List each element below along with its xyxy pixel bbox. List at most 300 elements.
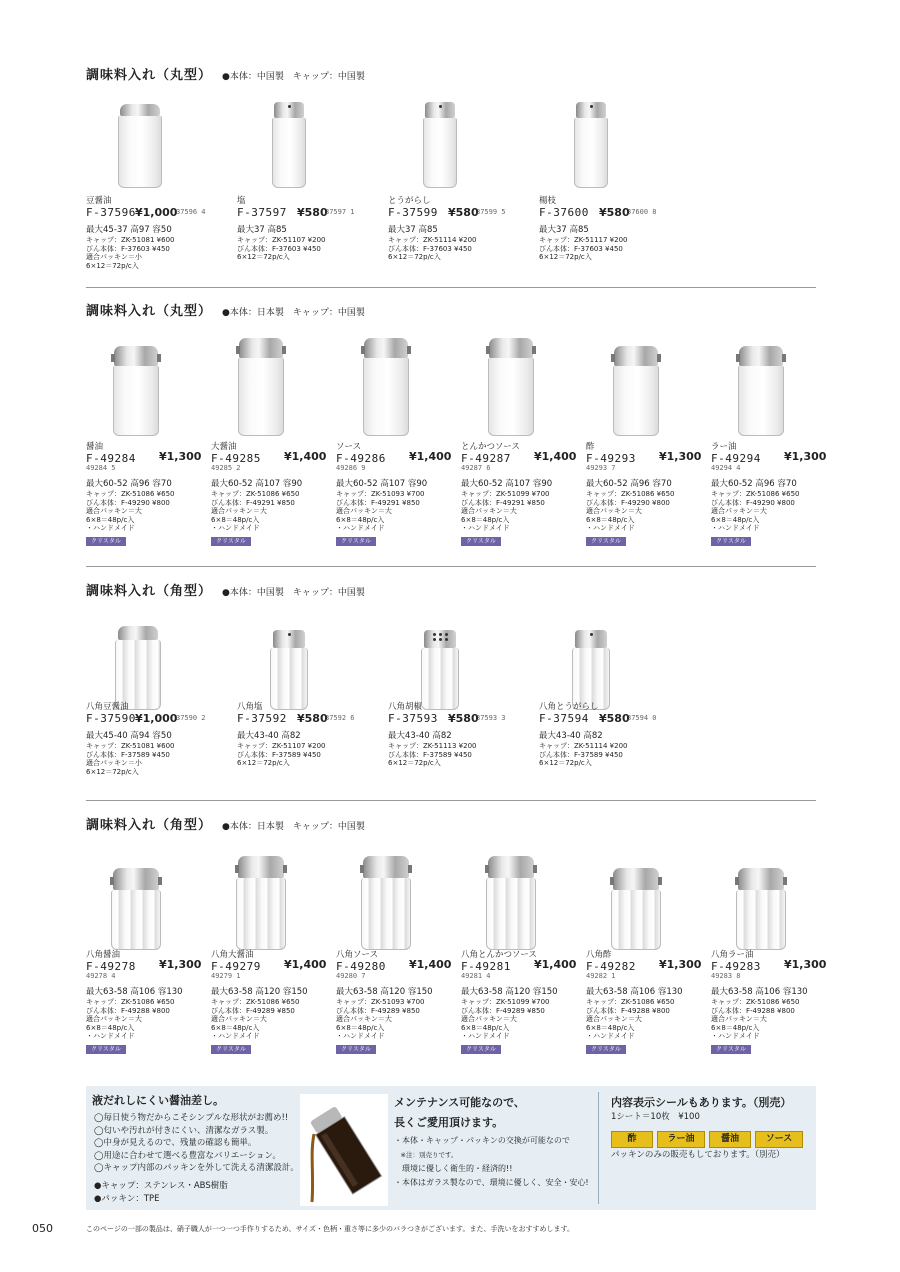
glass-body [611, 890, 661, 950]
glass-body [361, 878, 411, 950]
cap-lug-left [486, 346, 490, 354]
detail-line: びん本体：F-49289 ¥850 [336, 1006, 420, 1015]
cap-lug-right [782, 354, 786, 362]
detail-line: 6×8＝48p/c入 [711, 1023, 760, 1032]
product-spec: 最大37 高85 [539, 225, 589, 235]
product-name: 醤油 [86, 442, 104, 452]
glass-body [236, 878, 286, 950]
shaker-hole [439, 633, 442, 636]
product-name: 豆醤油 [86, 196, 112, 206]
section-origin-note: ●本体：中国製 キャップ：中国製 [222, 72, 365, 82]
bottle-cap [614, 346, 658, 366]
detail-line: キャップ：ZK-51093 ¥700 [336, 998, 425, 1006]
product-jan: 49279 1 [211, 972, 241, 980]
cap-lug-left [110, 877, 114, 885]
product-code: F-49282 [586, 960, 636, 973]
label-sticker: ラー油 [657, 1131, 705, 1148]
crystal-badge: クリスタル [586, 537, 626, 546]
detail-line: ・ハンドメイド [211, 1032, 260, 1040]
product-card [211, 814, 333, 1074]
product-details [336, 490, 424, 533]
bottle-cap [118, 626, 158, 640]
product-name: 大醤油 [211, 442, 237, 452]
product-spec: 最大63-58 高120 容150 [211, 987, 308, 997]
product-section [86, 64, 816, 287]
crystal-badge: クリスタル [336, 1045, 376, 1054]
feature-line: ◯中身が見えるので、残量の確認も簡単。 [94, 1138, 257, 1148]
detail-line: 適合パッキン＝小 [86, 759, 142, 767]
detail-line: びん本体：F-49288 ¥800 [711, 1006, 795, 1015]
pouring-bottle-photo [300, 1094, 388, 1206]
promo-divider [598, 1092, 599, 1204]
detail-line: キャップ：ZK-51107 ¥200 [237, 742, 326, 750]
cap-lug-right [407, 346, 411, 354]
cap-lug-left [236, 346, 240, 354]
product-name: 酢 [586, 442, 595, 452]
detail-line: 適合パッキン＝大 [211, 507, 267, 515]
product-jan: 37596 4 [176, 208, 206, 216]
cap-lug-right [157, 354, 161, 362]
bottle-photo [118, 104, 162, 188]
glass-body [488, 358, 534, 436]
product-price: ¥580 [599, 206, 630, 219]
bottle-photo [572, 630, 610, 710]
product-spec: 最大43-40 高82 [539, 731, 603, 741]
detail-line: 6×12＝72p/c入 [237, 759, 290, 767]
crystal-badge: クリスタル [86, 537, 126, 546]
bottle-cap [120, 104, 160, 116]
cap-lug-right [532, 346, 536, 354]
detail-line: びん本体：F-37603 ¥450 [388, 244, 472, 253]
bottle-photo [611, 868, 661, 950]
detail-line: びん本体：F-37603 ¥450 [86, 244, 170, 253]
detail-line: 6×8＝48p/c入 [461, 515, 510, 524]
glass-body [113, 366, 159, 436]
promo-mid-title1: メンテナンス可能なので、 [394, 1096, 525, 1109]
product-price: ¥1,400 [409, 958, 452, 971]
promo-right-note: パッキンのみの販売もしております。（別売） [611, 1150, 785, 1160]
bottle-photo [736, 868, 786, 950]
product-price: ¥1,400 [284, 450, 327, 463]
promo-left-title: 液だれしにくい醤油差し。 [92, 1094, 224, 1107]
product-code: F-49280 [336, 960, 386, 973]
cap-lug-left [610, 877, 614, 885]
bottle-cap [738, 868, 784, 890]
product-spec: 最大63-58 高120 容150 [336, 987, 433, 997]
product-card [539, 64, 661, 324]
glass-body [270, 648, 308, 710]
cap-lug-right [408, 865, 412, 873]
cap-lug-right [533, 865, 537, 873]
feature-line: ◯用途に合わせて選べる豊富なバリエーション。 [94, 1150, 281, 1161]
product-card [237, 64, 359, 324]
product-price: ¥1,400 [409, 450, 452, 463]
detail-line: キャップ：ZK-51086 ¥650 [86, 998, 175, 1006]
product-name: とうがらし [388, 196, 431, 206]
product-card [86, 64, 208, 324]
product-code: F-37590 [86, 712, 136, 725]
product-code: F-37599 [388, 206, 438, 219]
detail-line: びん本体：F-49290 ¥800 [86, 498, 170, 507]
promo-feature-list [94, 1112, 299, 1175]
detail-line: キャップ：ZK-51086 ¥650 [711, 490, 800, 498]
bottle-cap [238, 856, 284, 878]
label-sticker: 醤油 [709, 1131, 751, 1148]
detail-line: キャップ：ZK-51086 ¥650 [586, 490, 675, 498]
product-details [388, 236, 476, 262]
product-name: 八角とんかつソース [461, 950, 537, 960]
label-sticker: 酢 [611, 1131, 653, 1148]
product-jan: 49285 2 [211, 464, 241, 472]
product-card [711, 300, 833, 560]
bottle-photo [361, 856, 411, 950]
detail-line: 適合パッキン＝大 [586, 1015, 642, 1023]
glass-body [363, 358, 409, 436]
product-spec: 最大45-37 高97 容50 [86, 225, 172, 235]
product-jan: 37597 1 [325, 208, 355, 216]
bottle-photo [613, 346, 659, 436]
detail-line: びん本体：F-49291 ¥850 [336, 498, 420, 507]
glass-body [613, 366, 659, 436]
detail-line: 適合パッキン＝大 [336, 507, 392, 515]
detail-line: キャップ：ZK-51099 ¥700 [461, 490, 550, 498]
bottle-photo [238, 338, 284, 436]
product-jan: 49282 1 [586, 972, 616, 980]
product-spec: 最大63-58 高106 容130 [711, 987, 808, 997]
detail-line: 適合パッキン＝大 [711, 507, 767, 515]
detail-line: 6×8＝48p/c入 [336, 515, 385, 524]
detail-line: 適合パッキン＝大 [711, 1015, 767, 1023]
product-details [461, 998, 549, 1041]
shaker-hole [445, 638, 448, 641]
cap-lug-left [111, 354, 115, 362]
promo-panel [86, 1086, 816, 1210]
promo-mid-title2: 長くご愛用頂けます。 [394, 1116, 504, 1129]
cap-lug-left [361, 346, 365, 354]
detail-line: 6×12＝72p/c入 [388, 253, 441, 261]
product-price: ¥1,000 [135, 712, 178, 725]
crystal-badge: クリスタル [461, 1045, 501, 1054]
cap-lug-left [611, 354, 615, 362]
product-spec: 最大43-40 高82 [388, 731, 452, 741]
bottle-cap [239, 338, 283, 358]
glass-body [574, 118, 608, 188]
product-code: F-49279 [211, 960, 261, 973]
product-card [586, 814, 708, 1074]
section-divider [86, 287, 816, 288]
page-number: 050 [32, 1222, 53, 1235]
product-name: 八角豆醤油 [86, 702, 129, 712]
shaker-hole [433, 638, 436, 641]
bottle-cap [363, 856, 409, 878]
product-details [211, 998, 299, 1041]
product-spec: 最大43-40 高82 [237, 731, 301, 741]
detail-line: 適合パッキン＝大 [86, 507, 142, 515]
detail-line: 適合パッキン＝小 [86, 253, 142, 261]
product-details [586, 490, 674, 533]
product-jan: 49284 5 [86, 464, 116, 472]
product-section [86, 580, 816, 800]
product-code: F-37600 [539, 206, 589, 219]
product-code: F-37597 [237, 206, 287, 219]
detail-line: ・ハンドメイド [461, 524, 510, 532]
product-code: F-49286 [336, 452, 386, 465]
product-price: ¥580 [599, 712, 630, 725]
glass-body [272, 118, 306, 188]
detail-line: 6×8＝48p/c入 [86, 515, 135, 524]
section-origin-note: ●本体：日本製 キャップ：中国製 [222, 308, 365, 318]
product-jan: 49280 7 [336, 972, 366, 980]
product-price: ¥580 [297, 712, 328, 725]
product-details [539, 236, 627, 262]
glass-body [118, 116, 162, 188]
shaker-hole [590, 633, 593, 636]
product-name: 塩 [237, 196, 246, 206]
product-card [237, 580, 359, 840]
detail-line: 6×8＝48p/c入 [586, 515, 635, 524]
product-spec: 最大60-52 高96 容70 [86, 479, 172, 489]
label-sticker: ソース [755, 1131, 803, 1148]
bottle-cap [489, 338, 533, 358]
product-code: F-49293 [586, 452, 636, 465]
bottle-photo [486, 856, 536, 950]
product-name: ソース [336, 442, 362, 452]
label-sticker-row [611, 1126, 807, 1148]
product-code: F-49284 [86, 452, 136, 465]
detail-line: ・ハンドメイド [211, 524, 260, 532]
crystal-badge: クリスタル [711, 1045, 751, 1054]
shaker-hole [590, 105, 593, 108]
product-code: F-37593 [388, 712, 438, 725]
detail-line: キャップ：ZK-51099 ¥700 [461, 998, 550, 1006]
product-details [711, 490, 799, 533]
cap-lug-right [658, 877, 662, 885]
product-name: 八角酢 [586, 950, 612, 960]
product-name: 八角胡椒 [388, 702, 423, 712]
product-jan: 49287 6 [461, 464, 491, 472]
cap-lug-left [360, 865, 364, 873]
product-section [86, 300, 827, 566]
detail-line: ・ハンドメイド [86, 524, 135, 532]
cap-lug-right [282, 346, 286, 354]
product-details [711, 998, 799, 1041]
bottle-photo [272, 102, 306, 188]
product-card [211, 300, 333, 560]
product-spec: 最大45-40 高94 容50 [86, 731, 172, 741]
section-title: 調味料入れ（丸型） [86, 304, 213, 319]
detail-line: びん本体：F-37589 ¥450 [388, 750, 472, 759]
cap-lug-right [657, 354, 661, 362]
promo-maintenance-list [394, 1134, 589, 1190]
detail-line: キャップ：ZK-51086 ¥650 [86, 490, 175, 498]
product-details [336, 998, 424, 1041]
promo-right-sub: 1シート＝10枚 ¥100 [611, 1112, 700, 1122]
detail-line: ・ハンドメイド [461, 1032, 510, 1040]
detail-line: 適合パッキン＝大 [461, 507, 517, 515]
product-code: F-37592 [237, 712, 287, 725]
section-origin-note: ●本体：日本製 キャップ：中国製 [222, 822, 365, 832]
product-details [586, 998, 674, 1041]
detail-line: 適合パッキン＝大 [336, 1015, 392, 1023]
detail-line: 6×8＝48p/c入 [86, 1023, 135, 1032]
detail-line: びん本体：F-37589 ¥450 [237, 750, 321, 759]
material-line: ●パッキン：TPE [94, 1193, 160, 1204]
feature-line: ◯キャップ内部のパッキンを外して洗える清潔設計。 [94, 1163, 299, 1173]
promo-right-title: 内容表示シールもあります。（別売） [611, 1096, 792, 1109]
glass-body [423, 118, 457, 188]
bottle-photo [115, 626, 161, 710]
cap-lug-left [485, 865, 489, 873]
product-card [336, 300, 458, 560]
detail-line: びん本体：F-37589 ¥450 [86, 750, 170, 759]
detail-line: キャップ：ZK-51113 ¥200 [388, 742, 477, 750]
glass-body [421, 648, 459, 710]
product-jan: 37600 8 [627, 208, 657, 216]
product-price: ¥1,400 [534, 450, 577, 463]
detail-line: キャップ：ZK-51093 ¥700 [336, 490, 425, 498]
feature-line: ◯毎日使う物だからこそシンプルな形状がお薦め!! [94, 1113, 289, 1123]
bottle-cap [739, 346, 783, 366]
shaker-hole [433, 633, 436, 636]
product-card [539, 580, 661, 840]
crystal-badge: クリスタル [86, 1045, 126, 1054]
detail-line: ・ハンドメイド [711, 524, 760, 532]
product-card [711, 814, 833, 1074]
detail-line: 6×8＝48p/c入 [461, 1023, 510, 1032]
glass-body [486, 878, 536, 950]
detail-line: びん本体：F-37589 ¥450 [539, 750, 623, 759]
product-details [237, 236, 325, 262]
detail-line: びん本体：F-49288 ¥800 [586, 1006, 670, 1015]
shaker-hole [439, 638, 442, 641]
product-price: ¥1,300 [659, 958, 702, 971]
product-code: F-49283 [711, 960, 761, 973]
product-price: ¥1,000 [135, 206, 178, 219]
crystal-badge: クリスタル [211, 537, 251, 546]
detail-line: ・ハンドメイド [86, 1032, 135, 1040]
product-card [461, 300, 583, 560]
detail-line: びん本体：F-49289 ¥850 [461, 1006, 545, 1015]
bottle-photo [421, 630, 459, 710]
product-details [86, 742, 174, 776]
product-price: ¥1,300 [159, 450, 202, 463]
product-code: F-49278 [86, 960, 136, 973]
detail-line: 適合パッキン＝大 [86, 1015, 142, 1023]
product-code: F-49287 [461, 452, 511, 465]
section-title: 調味料入れ（丸型） [86, 68, 213, 83]
crystal-badge: クリスタル [336, 537, 376, 546]
maintenance-line: ※注：別売りです。 [394, 1151, 458, 1159]
detail-line: キャップ：ZK-51086 ¥650 [211, 490, 300, 498]
maintenance-line: ・本体・キャップ・パッキンの交換が可能なので [394, 1136, 570, 1145]
feature-line: ◯匂いや汚れが付きにくい、清潔なガラス製。 [94, 1125, 274, 1136]
product-price: ¥1,400 [284, 958, 327, 971]
product-code: F-49281 [461, 960, 511, 973]
product-jan: 49283 8 [711, 972, 741, 980]
product-spec: 最大60-52 高107 容90 [336, 479, 428, 489]
product-name: 八角とうがらし [539, 702, 599, 712]
product-card [388, 64, 510, 324]
detail-line: キャップ：ZK-51081 ¥600 [86, 236, 175, 244]
bottle-photo [488, 338, 534, 436]
bottle-photo [423, 102, 457, 188]
product-jan: 49286 9 [336, 464, 366, 472]
product-card [86, 580, 208, 840]
detail-line: びん本体：F-49288 ¥800 [86, 1006, 170, 1015]
detail-line: びん本体：F-49291 ¥850 [461, 498, 545, 507]
crystal-badge: クリスタル [711, 537, 751, 546]
product-code: F-49285 [211, 452, 261, 465]
section-divider [86, 566, 816, 567]
product-name: 楊枝 [539, 196, 557, 206]
product-price: ¥1,300 [159, 958, 202, 971]
product-jan: 49294 4 [711, 464, 741, 472]
product-spec: 最大63-58 高106 容130 [586, 987, 683, 997]
product-price: ¥580 [448, 206, 479, 219]
product-details [86, 490, 174, 533]
detail-line: 6×12＝72p/c入 [539, 759, 592, 767]
product-code: F-49294 [711, 452, 761, 465]
bottle-photo [111, 868, 161, 950]
detail-line: 6×12＝72p/c入 [237, 253, 290, 261]
product-spec: 最大60-52 高107 容90 [461, 479, 553, 489]
detail-line: キャップ：ZK-51114 ¥200 [539, 742, 628, 750]
product-spec: 最大63-58 高120 容150 [461, 987, 558, 997]
detail-line: びん本体：F-37603 ¥450 [237, 244, 321, 253]
product-price: ¥1,300 [784, 450, 827, 463]
detail-line: 6×12＝72p/c入 [86, 261, 139, 270]
detail-line: ・ハンドメイド [336, 524, 385, 532]
product-spec: 最大63-58 高106 容130 [86, 987, 183, 997]
product-jan: 37593 3 [476, 714, 506, 722]
product-spec: 最大37 高85 [388, 225, 438, 235]
material-line: ●キャップ：ステンレス・ABS樹脂 [94, 1181, 228, 1191]
cap-lug-right [158, 877, 162, 885]
bottle-cap [488, 856, 534, 878]
product-spec: 最大60-52 高96 容70 [586, 479, 672, 489]
product-price: ¥1,400 [534, 958, 577, 971]
detail-line: キャップ：ZK-51086 ¥650 [711, 998, 800, 1006]
product-name: とんかつソース [461, 442, 520, 452]
product-name: 八角ソース [336, 950, 379, 960]
product-name: 八角塩 [237, 702, 263, 712]
bottle-photo [270, 630, 308, 710]
product-jan: 37592 6 [325, 714, 355, 722]
glass-body [738, 366, 784, 436]
footer-note: このページの一部の製品は、硝子職人が一つ一つ手作りするため、サイズ・色柄・重さ等に多少のバラつきがございます。また、手洗いをおすすめします。 [86, 1225, 574, 1233]
bottle-photo [236, 856, 286, 950]
product-spec: 最大60-52 高96 容70 [711, 479, 797, 489]
glass-body [238, 358, 284, 436]
product-code: F-37594 [539, 712, 589, 725]
product-jan: 49278 4 [86, 972, 116, 980]
detail-line: びん本体：F-49290 ¥800 [711, 498, 795, 507]
product-name: 八角ラー油 [711, 950, 754, 960]
detail-line: 6×8＝48p/c入 [711, 515, 760, 524]
detail-line: キャップ：ZK-51086 ¥650 [211, 998, 300, 1006]
product-jan: 49293 7 [586, 464, 616, 472]
maintenance-line: ・本体はガラス製なので、環境に優しく、安全・安心! [394, 1178, 589, 1187]
bottle-photo [363, 338, 409, 436]
product-details [388, 742, 476, 768]
detail-line: ・ハンドメイド [586, 524, 635, 532]
cap-lug-right [283, 865, 287, 873]
section-divider [86, 800, 816, 801]
detail-line: 6×8＝48p/c入 [586, 1023, 635, 1032]
detail-line: 6×8＝48p/c入 [211, 1023, 260, 1032]
shaker-hole [439, 105, 442, 108]
product-card [586, 300, 708, 560]
